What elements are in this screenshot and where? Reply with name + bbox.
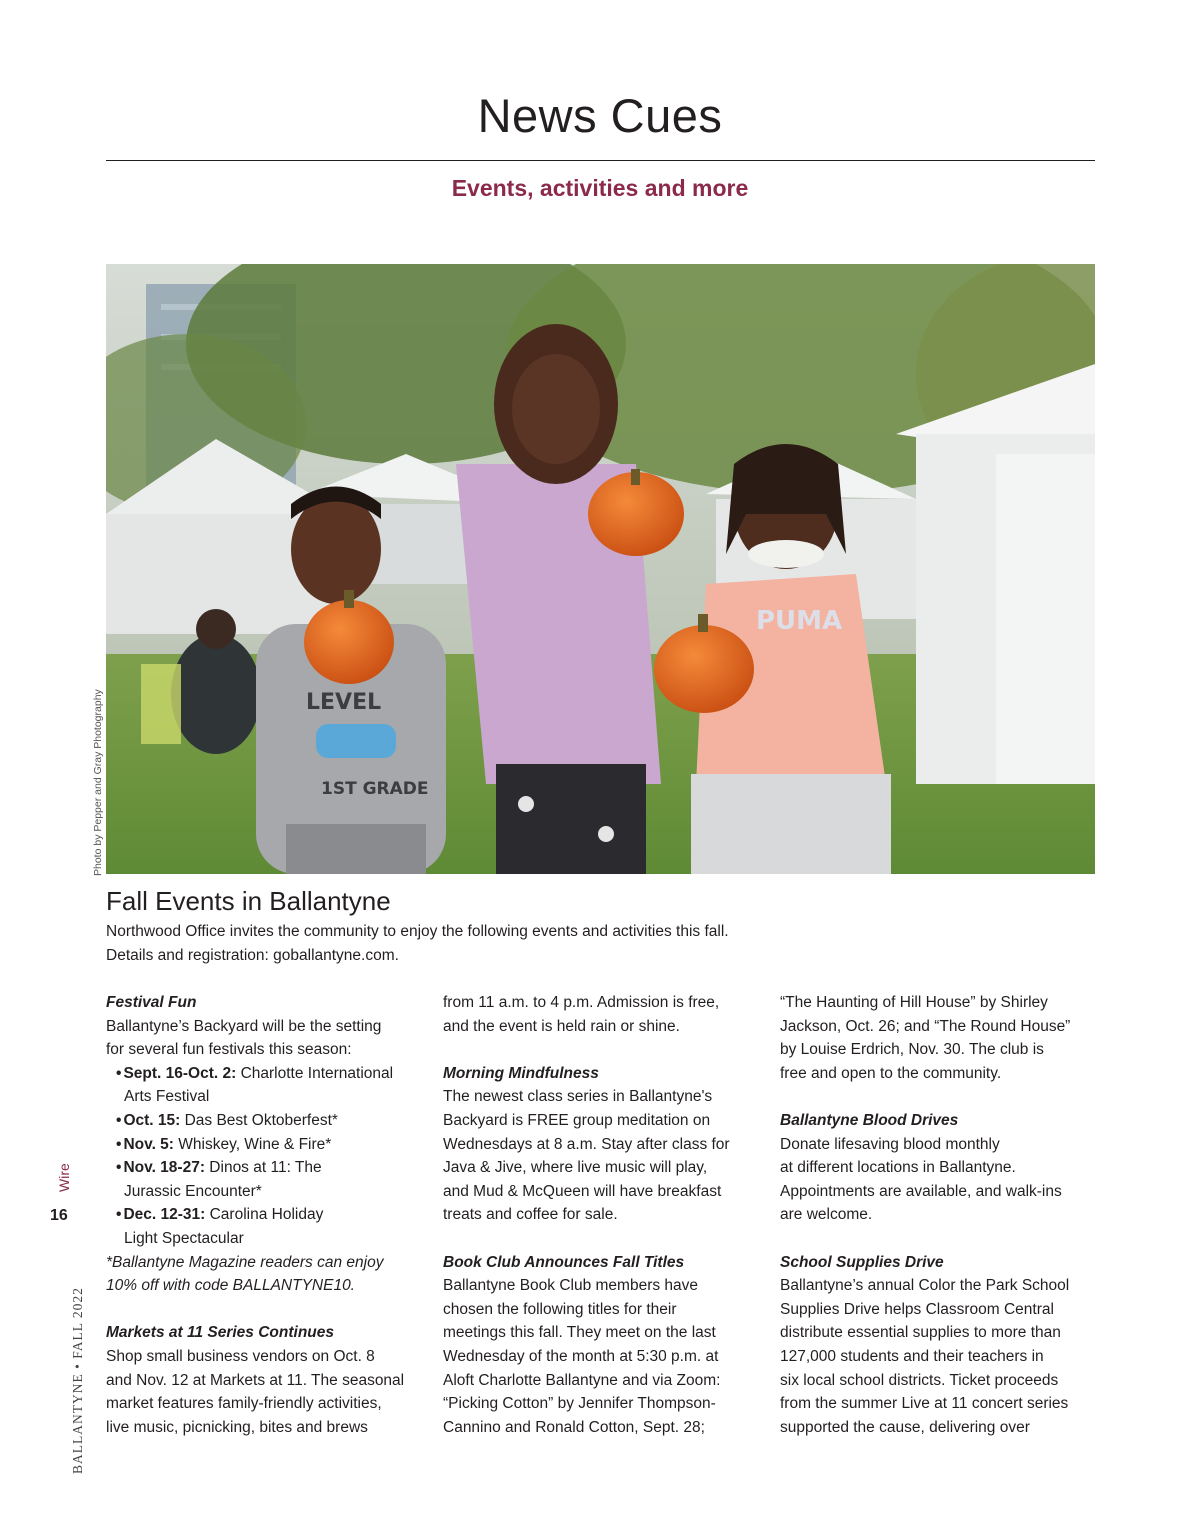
festival-bullet-continued: Light Spectacular	[124, 1229, 244, 1247]
festival-bullet	[106, 1156, 426, 1180]
festival-name: Carolina Holiday	[205, 1206, 324, 1224]
body-line: Ballantyne’s annual Color the Park School	[780, 1277, 1070, 1295]
body-line: and Mud & McQueen will have breakfast	[443, 1182, 722, 1200]
festival-bullet-continued: Arts Festival	[124, 1088, 210, 1106]
shirt-print-level: LEVEL	[306, 690, 382, 715]
body-line: at different locations in Ballantyne.	[780, 1159, 1016, 1177]
section-heading-markets: Markets at 11 Series Continues	[106, 1324, 334, 1342]
column-2	[443, 991, 763, 1439]
discount-note: *Ballantyne Magazine readers can enjoy	[106, 1253, 384, 1271]
body-line: six local school districts. Ticket proceeds	[780, 1371, 1059, 1389]
page-title: News Cues	[477, 89, 723, 142]
festival-name: Dinos at 11: The	[205, 1159, 322, 1177]
body-line: from 11 a.m. to 4 p.m. Admission is free,	[443, 994, 720, 1011]
body-line: Shop small business vendors on Oct. 8	[106, 1347, 375, 1365]
body-line: Cannino and Ronald Cotton, Sept. 28;	[443, 1418, 705, 1436]
column-1	[106, 991, 426, 1439]
body-line: Ballantyne Book Club members have	[443, 1277, 699, 1295]
intro-line: Northwood Office invites the community to enjoy the following events and activities this fall.	[106, 923, 729, 940]
body-line: Java & Jive, where live music will play,	[443, 1159, 708, 1177]
section-heading-book-club: Book Club Announces Fall Titles	[443, 1253, 685, 1271]
festival-bullet-continued: Jurassic Encounter*	[124, 1182, 262, 1200]
paragraph-gap	[106, 1298, 426, 1322]
body-line: Backyard is FREE group meditation on	[443, 1111, 711, 1129]
festival-bullet	[106, 1133, 426, 1157]
festival-name: Charlotte International	[236, 1064, 394, 1082]
body-line: from the summer Live at 11 concert series	[780, 1395, 1069, 1413]
paragraph-gap	[443, 1038, 763, 1062]
column-3	[780, 991, 1100, 1439]
festival-date: • Nov. 18-27:	[116, 1159, 205, 1176]
body-line: Wednesday of the month at 5:30 p.m. at	[443, 1347, 719, 1365]
shirt-print-grade: 1ST GRADE	[321, 779, 429, 799]
body-line: are welcome.	[780, 1206, 873, 1224]
intro-line: Details and registration: goballantyne.com.	[106, 947, 399, 964]
section-heading-blood-drives: Ballantyne Blood Drives	[780, 1111, 959, 1129]
festival-name: Das Best Oktoberfest*	[180, 1111, 338, 1129]
section-heading-festival-fun: Festival Fun	[106, 994, 197, 1011]
body-line: distribute essential supplies to more than	[780, 1324, 1061, 1342]
body-line: market features family-friendly activities,	[106, 1395, 382, 1413]
body-line: Aloft Charlotte Ballantyne and via Zoom:	[443, 1371, 721, 1389]
festival-bullet	[106, 1062, 426, 1086]
body-line: Appointments are available, and walk-ins	[780, 1182, 1062, 1200]
body-line: and Nov. 12 at Markets at 11. The seasonal	[106, 1371, 405, 1389]
section-heading-mindfulness: Morning Mindfulness	[443, 1064, 599, 1082]
paragraph-gap	[443, 1227, 763, 1251]
festival-date: • Dec. 12-31:	[116, 1206, 205, 1223]
body-line: for several fun festivals this season:	[106, 1041, 352, 1059]
body-line: Wednesdays at 8 a.m. Stay after class for	[443, 1135, 730, 1153]
article-title: Fall Events in Ballantyne	[106, 886, 391, 916]
section-heading-school-supplies: School Supplies Drive	[780, 1253, 944, 1271]
body-line: chosen the following titles for their	[443, 1300, 677, 1318]
body-line: free and open to the community.	[780, 1064, 1002, 1082]
body-line: live music, picnicking, bites and brews	[106, 1418, 368, 1436]
body-line: 127,000 students and their teachers in	[780, 1347, 1044, 1365]
discount-note: 10% off with code BALLANTYNE10.	[106, 1277, 355, 1295]
publication-folio: BALLANTYNE • FALL 2022	[70, 1287, 85, 1474]
festival-date: • Sept. 16-Oct. 2:	[116, 1065, 236, 1082]
body-line: supported the cause, delivering over	[780, 1418, 1030, 1436]
body-line: and the event is held rain or shine.	[443, 1017, 680, 1035]
body-line: Ballantyne’s Backyard will be the setting	[106, 1017, 382, 1035]
body-line: meetings this fall. They meet on the last	[443, 1324, 716, 1342]
page-number: 16	[50, 1207, 68, 1224]
section-label: Wire	[56, 1163, 72, 1192]
body-line: “Picking Cotton” by Jennifer Thompson-	[443, 1395, 716, 1413]
festival-bullet	[106, 1203, 426, 1227]
festival-date: • Nov. 5:	[116, 1136, 174, 1153]
festival-name: Whiskey, Wine & Fire*	[173, 1135, 332, 1153]
body-line: “The Haunting of Hill House” by Shirley	[780, 994, 1048, 1011]
shirt-print-brand: PUMA	[756, 606, 843, 636]
paragraph-gap	[780, 1085, 1100, 1109]
article-intro	[106, 920, 1006, 968]
paragraph-gap	[780, 1227, 1100, 1251]
title-divider	[106, 160, 1095, 161]
page-subtitle: Events, activities and more	[451, 175, 749, 201]
festival-bullet	[106, 1109, 426, 1133]
body-line: treats and coffee for sale.	[443, 1206, 618, 1224]
festival-date: • Oct. 15:	[116, 1112, 180, 1129]
body-line: The newest class series in Ballantyne's	[443, 1088, 713, 1106]
body-line: Donate lifesaving blood monthly	[780, 1135, 1000, 1153]
body-line: Jackson, Oct. 26; and “The Round House”	[780, 1017, 1071, 1035]
body-line: by Louise Erdrich, Nov. 30. The club is	[780, 1041, 1044, 1059]
body-line: Supplies Drive helps Classroom Central	[780, 1300, 1054, 1318]
event-photo	[106, 264, 1095, 874]
